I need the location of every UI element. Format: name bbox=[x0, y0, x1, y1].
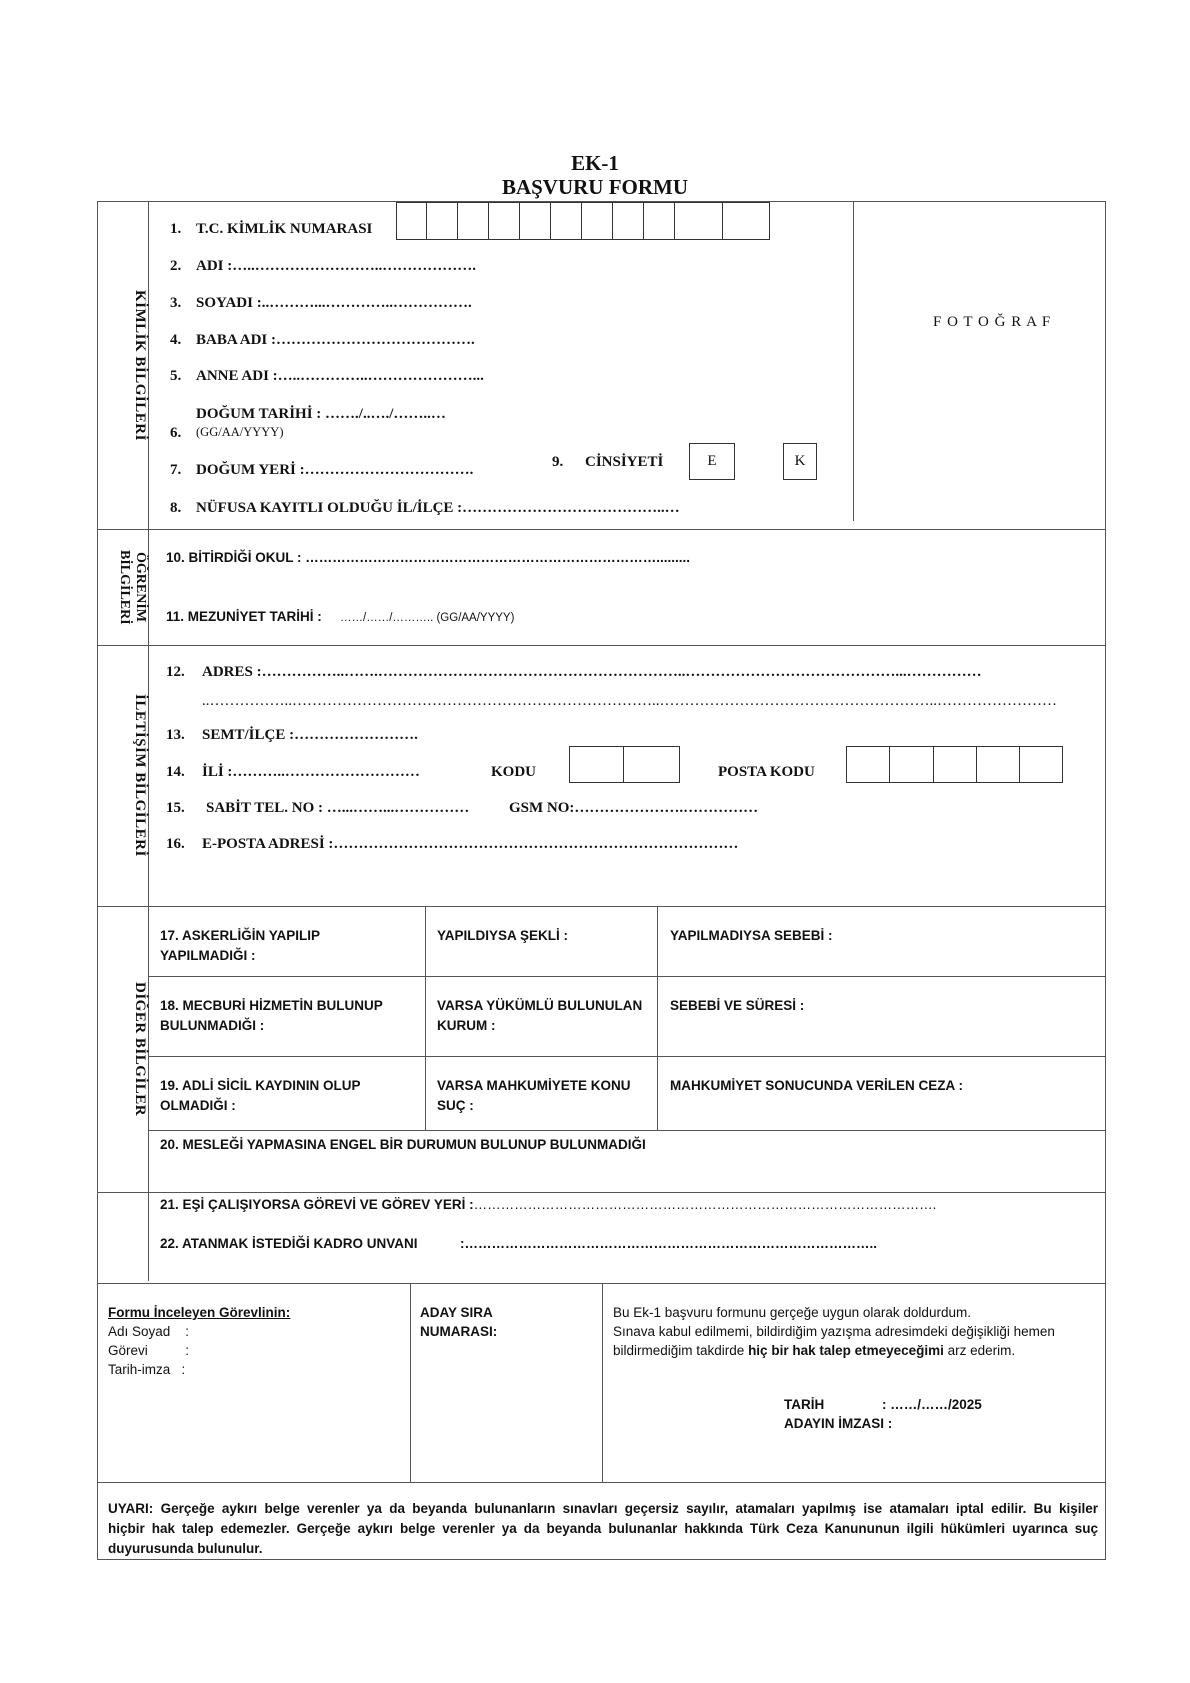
phone-field[interactable]: 15. SABİT TEL. NO : …...……...…………… bbox=[166, 800, 470, 816]
tc-digit-box[interactable] bbox=[396, 202, 427, 240]
tc-digit-box[interactable] bbox=[581, 202, 613, 240]
profession-obstacle-field[interactable]: 20. MESLEĞİ YAPMASINA ENGEL BİR DURUMUN BULUNUP BULUNMADIĞI bbox=[160, 1137, 646, 1152]
warning-line: hiçbir hak talep edemezler. Gerçeğe aykırı belge verenler ya da beyanda bulunanlar hakkında Türk Ceza Kanununun ilgili hükümleri uyarınca suç bbox=[108, 1521, 1098, 1536]
warning-line: UYARI: Gerçeğe aykırı belge verenler ya da beyanda bulunanların sınavları geçersiz sayılır, atamaları yapılmış ise atamaları iptal edilir. Bu kişiler bbox=[108, 1501, 1098, 1516]
tc-digit-box[interactable] bbox=[426, 202, 458, 240]
tc-digit-box[interactable] bbox=[612, 202, 644, 240]
position-title-label: 22. ATANMAK İSTEDİĞİ KADRO UNVANI bbox=[160, 1236, 418, 1251]
reviewer-duty-field[interactable]: Görevi : bbox=[108, 1343, 190, 1358]
photo-divider bbox=[853, 201, 854, 521]
form-code: EK-1 bbox=[571, 151, 619, 175]
address-line2[interactable]: ..……………..………………………………………………………………..………………………………………………..…………………… bbox=[202, 693, 1057, 709]
postal-digit-box[interactable] bbox=[889, 746, 934, 783]
postal-digit-box[interactable] bbox=[846, 746, 890, 783]
city-code-box[interactable] bbox=[623, 746, 680, 783]
section-divider bbox=[97, 1192, 1106, 1193]
label-column-divider bbox=[148, 201, 149, 1281]
postal-code-label: POSTA KODU bbox=[718, 764, 815, 780]
birth-date-number: 6. bbox=[170, 425, 182, 441]
address-field[interactable]: 12. ADRES :……………..…….……………………………………………………..……………………………………...…………… bbox=[166, 664, 982, 680]
row-divider bbox=[148, 976, 1106, 977]
mandatory-service-field[interactable]: 18. MECBURİ HİZMETİN BULUNUP BULUNMADIĞI : bbox=[160, 998, 383, 1033]
column-divider bbox=[425, 906, 426, 1130]
name-field[interactable]: 2. ADI :…..……………………..………………. bbox=[170, 258, 476, 274]
postal-digit-box[interactable] bbox=[933, 746, 977, 783]
tc-label: 1. T.C. KİMLİK NUMARASI bbox=[170, 221, 373, 237]
graduation-date-label: 11. MEZUNİYET TARİHİ : bbox=[166, 609, 322, 624]
declaration-line: bildirmediğim takdirde hiç bir hak talep etmeyeceğimi arz ederim. bbox=[613, 1343, 1016, 1358]
column-divider bbox=[410, 1283, 411, 1482]
section-divider bbox=[97, 1482, 1106, 1483]
school-field[interactable]: 10. BİTİRDİĞİ OKUL : ……………………………………………………………………......... bbox=[166, 550, 691, 565]
mother-name-field[interactable]: 5. ANNE ADI :…..…………..…………………... bbox=[170, 368, 484, 384]
military-status-field[interactable]: 17. ASKERLİĞİN YAPILIP YAPILMADIĞI : bbox=[160, 928, 320, 963]
section-label-iletisim: İLETİŞİM BİLGİLERİ bbox=[132, 694, 148, 857]
column-divider bbox=[602, 1283, 603, 1482]
tc-digit-box[interactable] bbox=[488, 202, 520, 240]
position-title-field[interactable]: :……………………………………………………………………………….. bbox=[460, 1236, 877, 1251]
reason-duration-field[interactable]: SEBEBİ VE SÜRESİ : bbox=[670, 998, 805, 1013]
gsm-field[interactable]: GSM NO:………………….…………… bbox=[509, 800, 759, 816]
tc-digit-box[interactable] bbox=[519, 202, 551, 240]
father-name-field[interactable]: 4. BABA ADI :…………………………………. bbox=[170, 332, 475, 348]
section-label-ogrenim: ÖĞRENİM BİLGİLERİ bbox=[117, 549, 148, 625]
tc-digit-box[interactable] bbox=[722, 202, 770, 240]
birth-date-field[interactable]: DOĞUM TARİHİ : ……./..…./……..… bbox=[196, 406, 446, 422]
criminal-record-field[interactable]: 19. ADLİ SİCİL KAYDININ OLUP OLMADIĞI : bbox=[160, 1078, 361, 1113]
city-code-box[interactable] bbox=[569, 746, 624, 783]
conviction-penalty-field[interactable]: MAHKUMİYET SONUCUNDA VERİLEN CEZA : bbox=[670, 1078, 963, 1093]
column-divider bbox=[657, 906, 658, 1130]
gender-e-checkbox[interactable]: E bbox=[689, 443, 735, 480]
row-divider bbox=[148, 1056, 1106, 1057]
tc-digit-box[interactable] bbox=[550, 202, 582, 240]
photo-area[interactable]: F O T O Ğ R A F bbox=[933, 314, 1052, 330]
date-field[interactable]: : ……/……/2025 bbox=[882, 1397, 982, 1412]
date-label: TARİH bbox=[784, 1397, 825, 1412]
reviewer-sign-field[interactable]: Tarih-imza : bbox=[108, 1362, 186, 1377]
section-divider bbox=[97, 529, 1106, 530]
section-label-diger: DİĞER BİLGİLER bbox=[132, 981, 148, 1117]
gender-k-checkbox[interactable]: K bbox=[783, 443, 817, 480]
declaration-line: Bu Ek-1 başvuru formunu gerçeğe uygun olarak doldurdum. bbox=[613, 1305, 971, 1320]
reviewer-title: Formu İnceleyen Görevlinin: bbox=[108, 1305, 291, 1320]
registry-field[interactable]: 8. NÜFUSA KAYITLI OLDUĞU İL/İLÇE :…………………………………..… bbox=[170, 500, 680, 516]
city-field[interactable]: 14. İLİ :………..……………………… bbox=[166, 764, 420, 780]
surname-field[interactable]: 3. SOYADI :..………...…………..……………. bbox=[170, 295, 472, 311]
birth-place-field[interactable]: 7. DOĞUM YERİ :……………………………. bbox=[170, 462, 474, 478]
district-field[interactable]: 13. SEMT/İLÇE :……………………. bbox=[166, 727, 418, 743]
tc-digit-box[interactable] bbox=[457, 202, 489, 240]
obligated-institution-field[interactable]: VARSA YÜKÜMLÜ BULUNULAN KURUM : bbox=[437, 998, 643, 1033]
military-reason-field[interactable]: YAPILMADIYSA SEBEBİ : bbox=[670, 928, 833, 943]
declaration-line: Sınava kabul edilmemi, bildirdiğim yazışma adresimdeki değişikliği hemen bbox=[613, 1324, 1055, 1339]
postal-digit-box[interactable] bbox=[976, 746, 1020, 783]
city-code-label: KODU bbox=[491, 764, 536, 780]
gender-label: 9. CİNSİYETİ bbox=[552, 454, 664, 470]
graduation-date-field[interactable]: ……/……/……….. (GG/AA/YYYY) bbox=[340, 612, 515, 624]
reviewer-name-field[interactable]: Adı Soyad : bbox=[108, 1324, 190, 1339]
candidate-order-label: ADAY SIRA bbox=[420, 1305, 493, 1320]
birth-date-hint: (GG/AA/YYYY) bbox=[196, 425, 284, 439]
section-label-kimlik: KİMLİK BİLGİLERİ bbox=[132, 289, 148, 441]
candidate-signature-field[interactable]: ADAYIN İMZASI : bbox=[784, 1416, 893, 1431]
email-field[interactable]: 16. E-POSTA ADRESİ :……………………………………………………………………… bbox=[166, 836, 739, 852]
row-divider bbox=[148, 1130, 1106, 1131]
section-divider bbox=[97, 645, 1106, 646]
candidate-order-field[interactable]: NUMARASI: bbox=[420, 1324, 498, 1339]
tc-digit-box[interactable] bbox=[643, 202, 675, 240]
conviction-crime-field[interactable]: VARSA MAHKUMİYETE KONU SUÇ : bbox=[437, 1078, 631, 1113]
tc-digit-box[interactable] bbox=[674, 202, 723, 240]
postal-digit-box[interactable] bbox=[1019, 746, 1063, 783]
warning-line: duyurusunda bulunulur. bbox=[108, 1541, 263, 1556]
form-title: BAŞVURU FORMU bbox=[501, 175, 689, 199]
spouse-job-field[interactable]: 21. EŞİ ÇALIŞIYORSA GÖREVİ VE GÖREV YERİ :…………………………………………………………………………………………. bbox=[160, 1197, 937, 1212]
section-divider bbox=[97, 906, 1106, 907]
military-type-field[interactable]: YAPILDIYSA ŞEKLİ : bbox=[437, 928, 569, 943]
